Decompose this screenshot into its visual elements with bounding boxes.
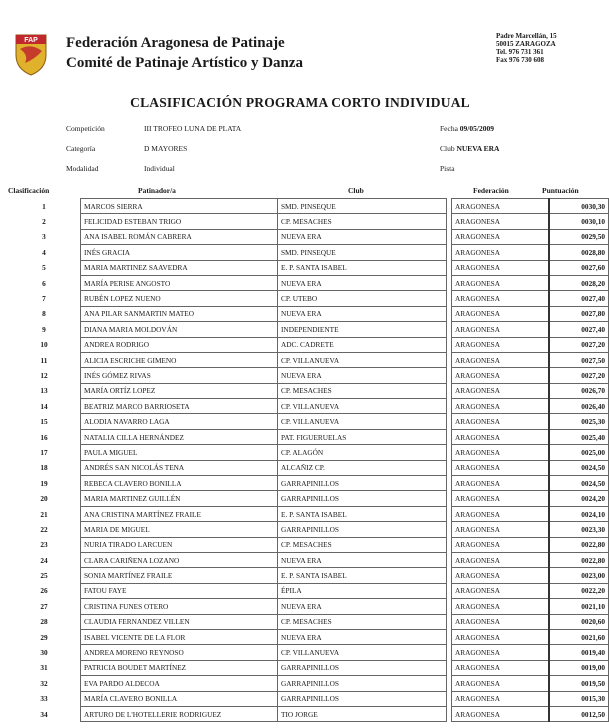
- rank-cell: 13: [40, 386, 48, 396]
- score-cell: 0027,20: [549, 368, 609, 383]
- modalidad-value: Individual: [144, 164, 175, 173]
- rank-cell: 29: [40, 632, 48, 642]
- club-cell: GARRAPINILLOS: [278, 476, 447, 491]
- club-cell: GARRAPINILLOS: [278, 522, 447, 537]
- federation-cell: ARAGONESA: [452, 383, 550, 398]
- table-row: [8, 537, 609, 552]
- score-cell: 0030,10: [549, 214, 609, 229]
- table-row: [8, 629, 609, 644]
- score-cell: 0022,20: [549, 583, 609, 598]
- rank-cell: 16: [40, 432, 48, 442]
- club-cell: GARRAPINILLOS: [278, 691, 447, 706]
- federation-cell: ARAGONESA: [452, 568, 550, 583]
- table-header: [8, 184, 594, 198]
- skater-name-cell: NURIA TIRADO LARCUEN: [81, 537, 278, 552]
- rank-cell: 14: [40, 401, 48, 411]
- score-cell: 0027,20: [549, 337, 609, 352]
- score-cell: 0027,40: [549, 291, 609, 306]
- score-cell: 0025,00: [549, 445, 609, 460]
- skater-name-cell: ANDRÉS SAN NICOLÁS TENA: [81, 460, 278, 475]
- table-row: [8, 460, 609, 475]
- skater-name-cell: ANA PILAR SANMARTIN MATEO: [81, 306, 278, 321]
- rank-cell: 15: [40, 417, 48, 427]
- rank-cell: 18: [40, 463, 48, 473]
- rank-cell: 17: [40, 447, 48, 457]
- table-row: [8, 260, 609, 275]
- skater-name-cell: NATALIA CILLA HERNÁNDEZ: [81, 429, 278, 444]
- federation-cell: ARAGONESA: [452, 291, 550, 306]
- address-line: Padre Marcellán, 15: [496, 32, 557, 40]
- table-row: [8, 583, 609, 598]
- club-cell: E. P. SANTA ISABEL: [278, 260, 447, 275]
- score-cell: 0028,20: [549, 275, 609, 290]
- club-cell: CP. MESACHES: [278, 383, 447, 398]
- rank-cell: 1: [42, 201, 46, 211]
- table-row: [8, 337, 609, 352]
- skater-name-cell: MARCOS SIERRA: [81, 199, 278, 214]
- table-row: [8, 599, 609, 614]
- score-cell: 0028,80: [549, 245, 609, 260]
- club-cell: INDEPENDIENTE: [278, 322, 447, 337]
- score-cell: 0027,40: [549, 322, 609, 337]
- rank-cell: 27: [40, 601, 48, 611]
- rank-cell: 10: [40, 340, 48, 350]
- score-cell: 0026,70: [549, 383, 609, 398]
- club-field: [440, 144, 499, 154]
- score-cell: 0019,00: [549, 660, 609, 675]
- table-row: [8, 214, 609, 229]
- club-cell: PAT. FIGUERUELAS: [278, 429, 447, 444]
- federation-cell: ARAGONESA: [452, 491, 550, 506]
- federation-cell: ARAGONESA: [452, 306, 550, 321]
- col-score-header: Puntuación: [542, 186, 579, 195]
- club-cell: NUEVA ERA: [278, 552, 447, 567]
- club-cell: CP. ALAGÓN: [278, 445, 447, 460]
- federation-cell: ARAGONESA: [452, 691, 550, 706]
- federation-cell: ARAGONESA: [452, 245, 550, 260]
- club-cell: CP. VILLANUEVA: [278, 645, 447, 660]
- skater-name-cell: ALICIA ESCRICHE GIMENO: [81, 352, 278, 367]
- skater-name-cell: ALODIA NAVARRO LAGA: [81, 414, 278, 429]
- club-cell: GARRAPINILLOS: [278, 660, 447, 675]
- skater-name-cell: BEATRIZ MARCO BARRIOSETA: [81, 399, 278, 414]
- federation-cell: ARAGONESA: [452, 522, 550, 537]
- club-cell: CP. MESACHES: [278, 214, 447, 229]
- federation-cell: ARAGONESA: [452, 706, 550, 721]
- table-row: [8, 660, 609, 675]
- rank-cell: 7: [42, 294, 46, 304]
- rank-cell: 20: [40, 494, 48, 504]
- skater-name-cell: EVA PARDO ALDECOA: [81, 676, 278, 691]
- col-rank-header: Clasificación: [8, 186, 50, 195]
- federation-cell: ARAGONESA: [452, 275, 550, 290]
- skater-name-cell: CLAUDIA FERNANDEZ VILLEN: [81, 614, 278, 629]
- rank-cell: 8: [42, 309, 46, 319]
- skater-name-cell: MARIA MARTINEZ GUILLÉN: [81, 491, 278, 506]
- federation-cell: ARAGONESA: [452, 337, 550, 352]
- table-row: [8, 676, 609, 691]
- score-cell: 0023,00: [549, 568, 609, 583]
- club-cell: CP. VILLANUEVA: [278, 399, 447, 414]
- federation-cell: ARAGONESA: [452, 460, 550, 475]
- rank-cell: 34: [40, 709, 48, 719]
- club-cell: CP. VILLANUEVA: [278, 352, 447, 367]
- rank-cell: 25: [40, 571, 48, 581]
- score-cell: 0020,60: [549, 614, 609, 629]
- score-cell: 0027,60: [549, 260, 609, 275]
- federation-cell: ARAGONESA: [452, 214, 550, 229]
- club-cell: SMD. PINSEQUE: [278, 199, 447, 214]
- federation-cell: ARAGONESA: [452, 676, 550, 691]
- skater-name-cell: DIANA MARIA MOLDOVÁN: [81, 322, 278, 337]
- club-cell: NUEVA ERA: [278, 306, 447, 321]
- skater-name-cell: ANDREA MORENO REYNOSO: [81, 645, 278, 660]
- rank-cell: 21: [40, 509, 48, 519]
- federation-cell: ARAGONESA: [452, 260, 550, 275]
- skater-name-cell: ANA ISABEL ROMÁN CABRERA: [81, 229, 278, 244]
- skater-name-cell: CLARA CARIÑENA LOZANO: [81, 552, 278, 567]
- skater-name-cell: ANA CRISTINA MARTÍNEZ FRAILE: [81, 506, 278, 521]
- club-cell: CP. MESACHES: [278, 614, 447, 629]
- rank-cell: 3: [42, 232, 46, 242]
- skater-name-cell: ISABEL VICENTE DE LA FLOR: [81, 629, 278, 644]
- skater-name-cell: CRISTINA FUNES OTERO: [81, 599, 278, 614]
- rank-cell: 12: [40, 370, 48, 380]
- club-cell: NUEVA ERA: [278, 629, 447, 644]
- score-cell: 0012,50: [549, 706, 609, 721]
- table-row: [8, 568, 609, 583]
- rank-cell: 22: [40, 524, 48, 534]
- skater-name-cell: FELICIDAD ESTEBAN TRIGO: [81, 214, 278, 229]
- score-cell: 0024,50: [549, 476, 609, 491]
- col-federation-header: Federación: [473, 186, 509, 195]
- address-line: Fax 976 730 608: [496, 56, 545, 64]
- org-line-1: Federación Aragonesa de Patinaje: [66, 35, 285, 51]
- score-cell: 0025,30: [549, 414, 609, 429]
- table-row: [8, 522, 609, 537]
- modalidad-label: Modalidad: [66, 164, 99, 173]
- competicion-label: Competición: [66, 124, 105, 133]
- rank-cell: 11: [40, 355, 48, 365]
- rank-cell: 33: [40, 694, 48, 704]
- score-cell: 0026,40: [549, 399, 609, 414]
- col-club-header: Club: [348, 186, 364, 195]
- club-cell: SMD. PINSEQUE: [278, 245, 447, 260]
- score-cell: 0021,10: [549, 599, 609, 614]
- rank-cell: 9: [42, 324, 46, 334]
- skater-name-cell: FATOU FAYE: [81, 583, 278, 598]
- club-cell: NUEVA ERA: [278, 599, 447, 614]
- address-line: Tel. 976 731 361: [496, 48, 544, 56]
- table-row: [8, 429, 609, 444]
- club-cell: TIO JORGE: [278, 706, 447, 721]
- federation-cell: ARAGONESA: [452, 614, 550, 629]
- club-cell: E. P. SANTA ISABEL: [278, 506, 447, 521]
- rank-cell: 30: [40, 648, 48, 658]
- federation-cell: ARAGONESA: [452, 506, 550, 521]
- federation-cell: ARAGONESA: [452, 352, 550, 367]
- federation-cell: ARAGONESA: [452, 645, 550, 660]
- federation-cell: ARAGONESA: [452, 368, 550, 383]
- skater-name-cell: INÉS GRACIA: [81, 245, 278, 260]
- club-cell: GARRAPINILLOS: [278, 491, 447, 506]
- skater-name-cell: MARIA MARTINEZ SAAVEDRA: [81, 260, 278, 275]
- rank-cell: 26: [40, 586, 48, 596]
- federation-cell: ARAGONESA: [452, 583, 550, 598]
- skater-name-cell: ANDREA RODRIGO: [81, 337, 278, 352]
- club-cell: ÉPILA: [278, 583, 447, 598]
- score-cell: 0029,50: [549, 229, 609, 244]
- club-cell: NUEVA ERA: [278, 368, 447, 383]
- club-cell: NUEVA ERA: [278, 229, 447, 244]
- rank-cell: 31: [40, 663, 48, 673]
- club-cell: NUEVA ERA: [278, 275, 447, 290]
- table-row: [8, 199, 609, 214]
- club-value: NUEVA ERA: [456, 144, 500, 153]
- federation-cell: ARAGONESA: [452, 660, 550, 675]
- score-cell: 0024,50: [549, 460, 609, 475]
- skater-name-cell: MARIA DE MIGUEL: [81, 522, 278, 537]
- address-block: [496, 32, 557, 64]
- score-cell: 0015,30: [549, 691, 609, 706]
- federation-cell: ARAGONESA: [452, 199, 550, 214]
- federation-cell: ARAGONESA: [452, 399, 550, 414]
- club-cell: ALCAÑIZ CP.: [278, 460, 447, 475]
- rank-cell: 32: [40, 678, 48, 688]
- club-label: Club: [440, 144, 455, 153]
- fecha-value: 09/05/2009: [459, 124, 494, 133]
- table-row: [8, 352, 609, 367]
- skater-name-cell: INÉS GÓMEZ RIVAS: [81, 368, 278, 383]
- table-row: [8, 552, 609, 567]
- federation-cell: ARAGONESA: [452, 445, 550, 460]
- score-cell: 0024,20: [549, 491, 609, 506]
- table-row: [8, 691, 609, 706]
- table-row: [8, 614, 609, 629]
- skater-name-cell: MARÍA ORTÍZ LOPEZ: [81, 383, 278, 398]
- table-row: [8, 491, 609, 506]
- rank-cell: 5: [42, 263, 46, 273]
- table-row: [8, 383, 609, 398]
- score-cell: 0022,80: [549, 552, 609, 567]
- club-cell: CP. VILLANUEVA: [278, 414, 447, 429]
- federation-cell: ARAGONESA: [452, 476, 550, 491]
- competicion-value: III TROFEO LUNA DE PLATA: [144, 124, 242, 133]
- fecha-label: Fecha: [440, 124, 458, 133]
- federation-cell: ARAGONESA: [452, 537, 550, 552]
- federation-cell: ARAGONESA: [452, 229, 550, 244]
- table-row: [8, 506, 609, 521]
- rank-cell: 23: [40, 540, 48, 550]
- federation-cell: ARAGONESA: [452, 414, 550, 429]
- score-cell: 0030,30: [549, 199, 609, 214]
- federation-cell: ARAGONESA: [452, 322, 550, 337]
- results-grid: [8, 198, 609, 722]
- federation-logo: [13, 29, 49, 77]
- club-cell: ADC. CADRETE: [278, 337, 447, 352]
- score-cell: 0027,80: [549, 306, 609, 321]
- score-cell: 0025,40: [549, 429, 609, 444]
- organization-name: [66, 33, 303, 73]
- federation-cell: ARAGONESA: [452, 599, 550, 614]
- federation-cell: ARAGONESA: [452, 629, 550, 644]
- club-cell: CP. MESACHES: [278, 537, 447, 552]
- org-line-2: Comité de Patinaje Artístico y Danza: [66, 55, 304, 71]
- table-row: [8, 414, 609, 429]
- skater-name-cell: PAULA MIGUEL: [81, 445, 278, 460]
- score-cell: 0019,40: [549, 645, 609, 660]
- skater-name-cell: PATRICIA BOUDET MARTÍNEZ: [81, 660, 278, 675]
- address-line: 50015 ZARAGOZA: [496, 40, 556, 48]
- club-cell: E. P. SANTA ISABEL: [278, 568, 447, 583]
- table-row: [8, 245, 609, 260]
- skater-name-cell: MARÍA PERISE ANGOSTO: [81, 275, 278, 290]
- rank-cell: 4: [42, 247, 46, 257]
- rank-cell: 2: [42, 217, 46, 227]
- score-cell: 0019,50: [549, 676, 609, 691]
- club-cell: CP. UTEBO: [278, 291, 447, 306]
- score-cell: 0023,30: [549, 522, 609, 537]
- table-row: [8, 706, 609, 721]
- table-row: [8, 291, 609, 306]
- skater-name-cell: SONIA MARTÍNEZ FRAILE: [81, 568, 278, 583]
- skater-name-cell: REBECA CLAVERO BONILLA: [81, 476, 278, 491]
- document-title: CLASIFICACIÓN PROGRAMA CORTO INDIVIDUAL: [130, 95, 470, 110]
- score-cell: 0022,80: [549, 537, 609, 552]
- col-skater-header: Patinador/a: [138, 186, 176, 195]
- rank-cell: 19: [40, 478, 48, 488]
- table-row: [8, 399, 609, 414]
- score-cell: 0024,10: [549, 506, 609, 521]
- table-row: [8, 229, 609, 244]
- fecha-field: [440, 124, 494, 134]
- skater-name-cell: RUBÉN LOPEZ NUENO: [81, 291, 278, 306]
- pista-label: Pista: [440, 164, 455, 173]
- table-row: [8, 275, 609, 290]
- rank-cell: 24: [40, 555, 48, 565]
- logo-text: FAP: [24, 37, 38, 44]
- club-cell: GARRAPINILLOS: [278, 676, 447, 691]
- categoria-value: D MAYORES: [144, 144, 188, 153]
- score-cell: 0027,50: [549, 352, 609, 367]
- table-row: [8, 476, 609, 491]
- table-row: [8, 322, 609, 337]
- skater-name-cell: ARTURO DE L'HOTELLERIE RODRIGUEZ: [81, 706, 278, 721]
- score-cell: 0021,60: [549, 629, 609, 644]
- federation-cell: ARAGONESA: [452, 429, 550, 444]
- table-row: [8, 645, 609, 660]
- table-row: [8, 306, 609, 321]
- federation-cell: ARAGONESA: [452, 552, 550, 567]
- rank-cell: 28: [40, 617, 48, 627]
- table-row: [8, 445, 609, 460]
- results-body: [8, 199, 609, 722]
- skater-name-cell: MARÍA CLAVERO BONILLA: [81, 691, 278, 706]
- table-row: [8, 368, 609, 383]
- categoria-label: Categoría: [66, 144, 96, 153]
- results-table: [8, 184, 605, 722]
- rank-cell: 6: [42, 278, 46, 288]
